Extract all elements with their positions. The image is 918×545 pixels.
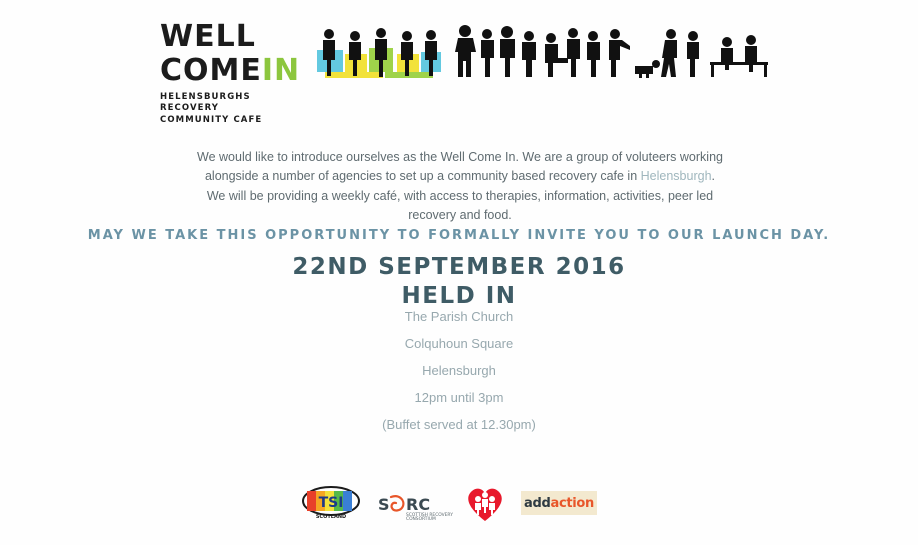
src-logo-icon [378, 493, 464, 521]
addaction-logo-icon [521, 491, 597, 515]
svg-text:RC: RC [406, 495, 431, 514]
header [0, 0, 918, 125]
event-date-block [0, 253, 918, 311]
venue-details [0, 310, 918, 445]
event-held-in-label: HELD IN [401, 282, 517, 309]
event-date: 22ND SEPTEMBER 2016 [292, 254, 626, 280]
wellcomein-logo [160, 19, 310, 126]
svg-text:SCOTTISH RECOVERY: SCOTTISH RECOVERY [406, 513, 453, 518]
partner-logos [0, 485, 918, 537]
logo-subtitle [160, 92, 310, 126]
heart-logo-icon [463, 483, 507, 523]
addaction-label-action: action [550, 495, 595, 511]
logo-text-come: COME [160, 53, 262, 88]
svg-text:TSI: TSI [318, 495, 344, 511]
logo-text-in: IN [261, 53, 301, 88]
intro-text-part2: . We will be providing a weekly café, with access to therapies, information, activities, peer led recovery and food. [206, 169, 716, 223]
svg-text:S: S [378, 495, 390, 514]
intro-paragraph [195, 148, 725, 226]
venue-line: 12pm until 3pm [414, 390, 504, 405]
venue-line: Colquhoun Square [404, 336, 514, 351]
venue-line: (Buffet served at 12.30pm) [382, 417, 536, 432]
svg-text:CONSORTIUM: CONSORTIUM [406, 517, 436, 521]
svg-text:SCOTLAND: SCOTLAND [315, 514, 347, 520]
venue-line: Helensburgh [422, 363, 496, 378]
logo-line-come [160, 53, 310, 88]
invite-headline: MAY WE TAKE THIS OPPORTUNITY TO FORMALLY INVITE YOU TO OUR LAUNCH DAY. [87, 228, 831, 243]
venue-line: The Parish Church [404, 309, 514, 324]
tsi-logo-icon [302, 485, 360, 521]
people-silhouette-strip-icon [315, 18, 770, 88]
intro-text-part1: We would like to introduce ourselves as the Well Come In. We are a group of voluteers working alongside a number of agencies to set up a community based recovery cafe in [197, 150, 723, 184]
logo-subtitle-line2: COMMUNITY CAFE [160, 114, 263, 125]
logo-line-well: WELL [160, 19, 256, 54]
intro-text-highlight: Helensburgh [640, 169, 712, 184]
logo-subtitle-line1: HELENSBURGHS RECOVERY [160, 92, 251, 114]
addaction-label-add: add [523, 495, 551, 511]
